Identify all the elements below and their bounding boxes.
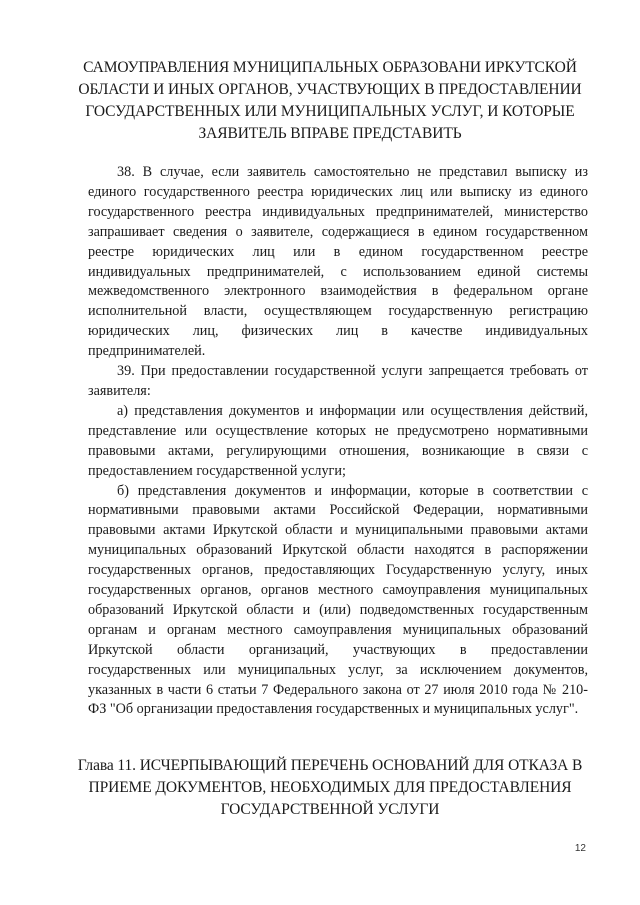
paragraph-38: 38. В случае, если заявитель самостоятельно не представил выписку из единого государственного реестра юридических лиц или выписку из единого государственного реестра индивидуальных предпринимателей, министерство запрашивает сведения о заявителе, содержащиеся в едином государственном реестре юридических лиц или в едином государственном реестре индивидуальных предпринимателей, с использованием единой системы межведомственного электронного взаимодействия в федеральном органе исполнительной власти, осуществляющем государственную регистрацию юридических лиц, физических лиц в качестве индивидуальных предпринимателей. [88, 164, 588, 360]
document-body [88, 163, 588, 720]
section-heading: САМОУПРАВЛЕНИЯ МУНИЦИПАЛЬНЫХ ОБРАЗОВАНИ ИРКУТСКОЙ ОБЛАСТИ И ИНЫХ ОРГАНОВ, УЧАСТВУЮЩИХ В ПРЕДОСТАВЛЕНИИ ГОСУДАРСТВЕННЫХ ИЛИ МУНИЦИПАЛЬНЫХ УСЛУГ, И КОТОРЫЕ ЗАЯВИТЕЛЬ ВПРАВЕ ПРЕДСТАВИТЬ [78, 59, 582, 142]
page-number: 12 [574, 843, 586, 854]
paragraph-39: 39. При предоставлении государственной услуги запрещается требовать от заявителя: [88, 363, 588, 399]
paragraph-39-b: б) представления документов и информации, которые в соответствии с нормативными правовыми актами Российской Федерации, нормативными правовыми актами Иркутской области и муниципальными правовыми актами муниципальных образований Иркутской области находятся в распоряжении государственных органов, предоставляющих Государственную услугу, иных государственных органов, органов местного самоуправления муниципальных образований Иркутской области и (или) подведомственных государственным органам и органам местного самоуправления муниципальных образований Иркутской области организаций, участвующих в предоставлении государственных или муниципальных услуг, за исключением документов, указанных в части 6 статьи 7 Федерального закона от 27 июля 2010 года № 210-ФЗ "Об организации предоставления государственных и муниципальных услуг". [88, 482, 588, 718]
chapter-heading: Глава 11. ИСЧЕРПЫВАЮЩИЙ ПЕРЕЧЕНЬ ОСНОВАНИЙ ДЛЯ ОТКАЗА В ПРИЕМЕ ДОКУМЕНТОВ, НЕОБХОДИМЫХ ДЛЯ ПРЕДОСТАВЛЕНИЯ ГОСУДАРСТВЕННОЙ УСЛУГИ [77, 757, 583, 818]
paragraph-39-a: а) представления документов и информации или осуществления действий, представление или осуществление которых не предусмотрено нормативными правовыми актами, регулирующими отношения, возникающие в связи с предоставлением государственной услуги; [88, 402, 588, 479]
